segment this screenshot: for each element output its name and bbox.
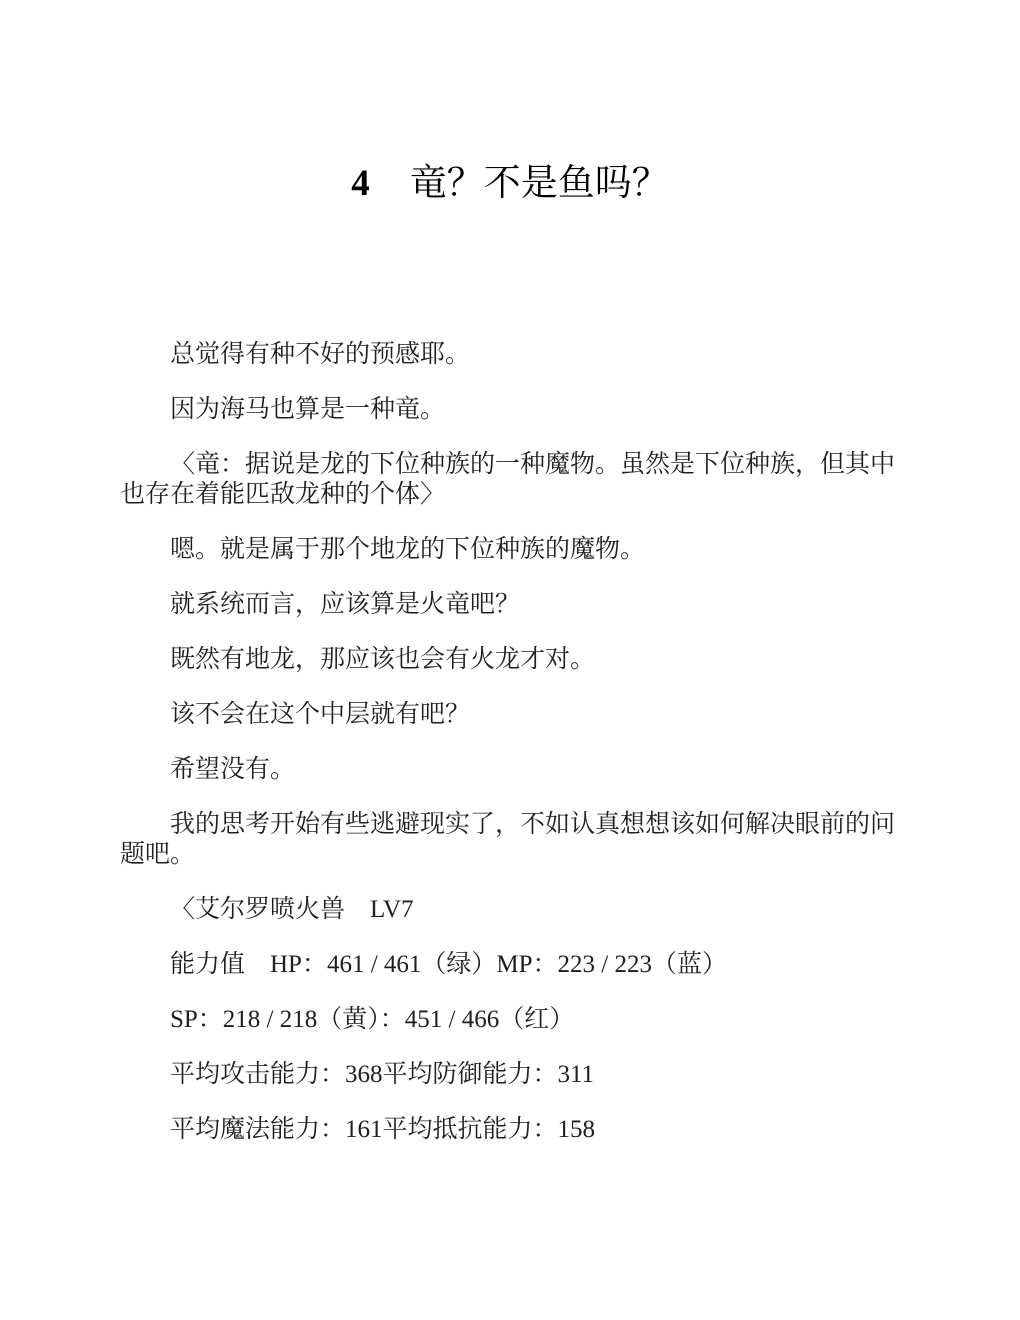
paragraph: 嗯。就是属于那个地龙的下位种族的魔物。 xyxy=(170,536,646,563)
paragraph: 既然有地龙，那应该也会有火龙才对。 xyxy=(170,646,596,673)
chapter-title-text: 竜？不是鱼吗？ xyxy=(409,163,669,204)
paragraph-stats-sp: SP：218 / 218（黄）：451 / 466（红） xyxy=(170,1006,575,1033)
paragraph: 该不会在这个中层就有吧？ xyxy=(170,701,471,728)
chapter-title xyxy=(120,162,900,206)
paragraph: 因为海马也算是一种竜。 xyxy=(170,396,446,423)
paragraph: 就系统而言，应该算是火竜吧？ xyxy=(170,591,521,618)
paragraph-stats-magic-resist: 平均魔法能力：161平均抵抗能力：158 xyxy=(170,1116,596,1143)
paragraph: 我的思考开始有些逃避现实了，不如认真想想该如何解决眼前的问题吧。 xyxy=(120,811,896,868)
paragraph-monster-name: 〈艾尔罗喷火兽 LV7 xyxy=(170,896,414,923)
paragraph: 希望没有。 xyxy=(170,756,296,783)
chapter-body xyxy=(120,340,900,1145)
paragraph: 总觉得有种不好的预感耶。 xyxy=(170,341,471,368)
paragraph-stats-hp-mp: 能力值 HP：461 / 461（绿）MP：223 / 223（蓝） xyxy=(170,951,727,978)
chapter-number: 4 xyxy=(351,163,370,204)
paragraph: 〈竜：据说是龙的下位种族的一种魔物。虽然是下位种族，但其中也存在着能匹敌龙种的个体〉 xyxy=(120,451,896,508)
paragraph-stats-attack-defense: 平均攻击能力：368平均防御能力：311 xyxy=(170,1061,595,1088)
